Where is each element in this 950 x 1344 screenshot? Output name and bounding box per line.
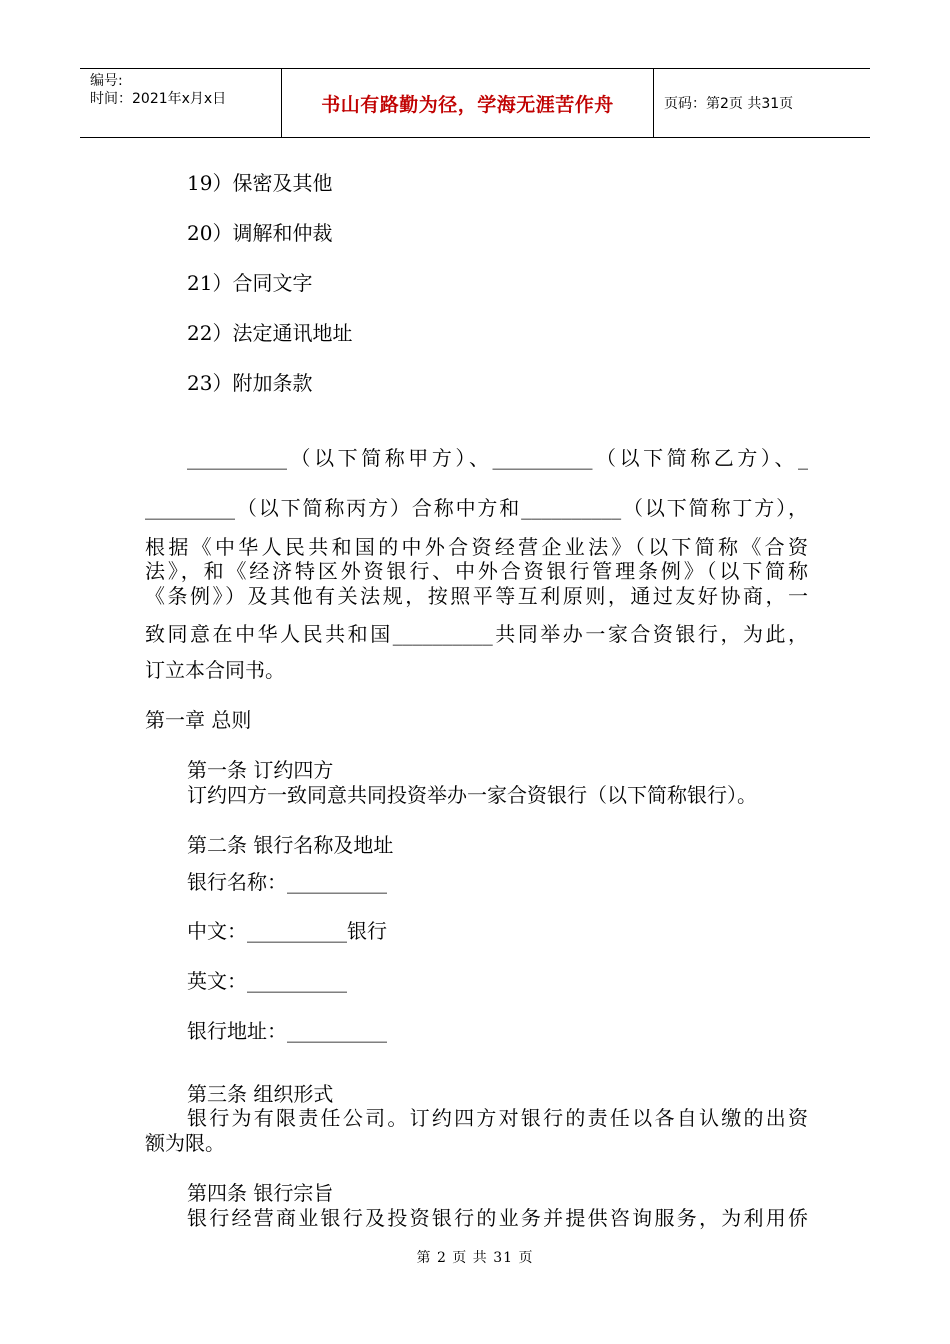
article-title: 第一条 订约四方	[187, 758, 334, 782]
bank-address-field: 银行地址：__________	[187, 1019, 387, 1043]
document-date-label: 时间：2021年x月x日	[90, 91, 227, 107]
preamble-line: __________（以下简称甲方）、__________（以下简称乙方）、_	[187, 446, 808, 470]
article-text: 银行经营商业银行及投资银行的业务并提供咨询服务，为利用侨	[187, 1206, 808, 1230]
list-item: 21）合同文字	[187, 271, 313, 295]
header-meta	[80, 69, 282, 137]
preamble-line: 《条例》）及其他有关法规，按照平等互利原则，通过友好协商，一	[145, 584, 808, 608]
article-text: 订约四方一致同意共同投资举办一家合资银行（以下简称银行）。	[187, 783, 757, 807]
page-header	[80, 68, 870, 138]
document-number-label: 编号:	[90, 73, 123, 89]
bank-chinese-name-field: 中文：__________银行	[187, 919, 387, 943]
article-title: 第四条 银行宗旨	[187, 1181, 334, 1205]
preamble-line: 订立本合同书。	[145, 658, 285, 682]
list-item: 20）调解和仲裁	[187, 221, 333, 245]
bank-name-field: 银行名称：__________	[187, 870, 387, 894]
article-title: 第三条 组织形式	[187, 1082, 334, 1106]
preamble-line: 致同意在中华人民共和国__________共同举办一家合资银行，为此，	[145, 622, 808, 646]
preamble-line: 根据《中华人民共和国的中外合资经营企业法》（以下简称《合资	[145, 535, 808, 559]
list-item: 22）法定通讯地址	[187, 321, 353, 345]
preamble-line: 法》，和《经济特区外资银行、中外合资银行管理条例》（以下简称	[145, 559, 808, 583]
chapter-title: 第一章 总则	[145, 708, 252, 732]
header-motto: 书山有路勤为径，学海无涯苦作舟	[282, 69, 654, 137]
list-item: 23）附加条款	[187, 371, 313, 395]
page-footer: 第 2 页 共 31 页	[416, 1250, 534, 1266]
bank-english-name-field: 英文：__________	[187, 969, 347, 993]
preamble-line: _________（以下简称丙方）合称中方和__________（以下简称丁方），	[145, 496, 808, 520]
article-title: 第二条 银行名称及地址	[187, 833, 394, 857]
header-page-info: 页码：第2页 共31页	[664, 96, 794, 112]
article-text: 银行为有限责任公司。订约四方对银行的责任以各自认缴的出资	[187, 1106, 808, 1130]
article-text: 额为限。	[145, 1131, 225, 1155]
list-item: 19）保密及其他	[187, 171, 333, 195]
